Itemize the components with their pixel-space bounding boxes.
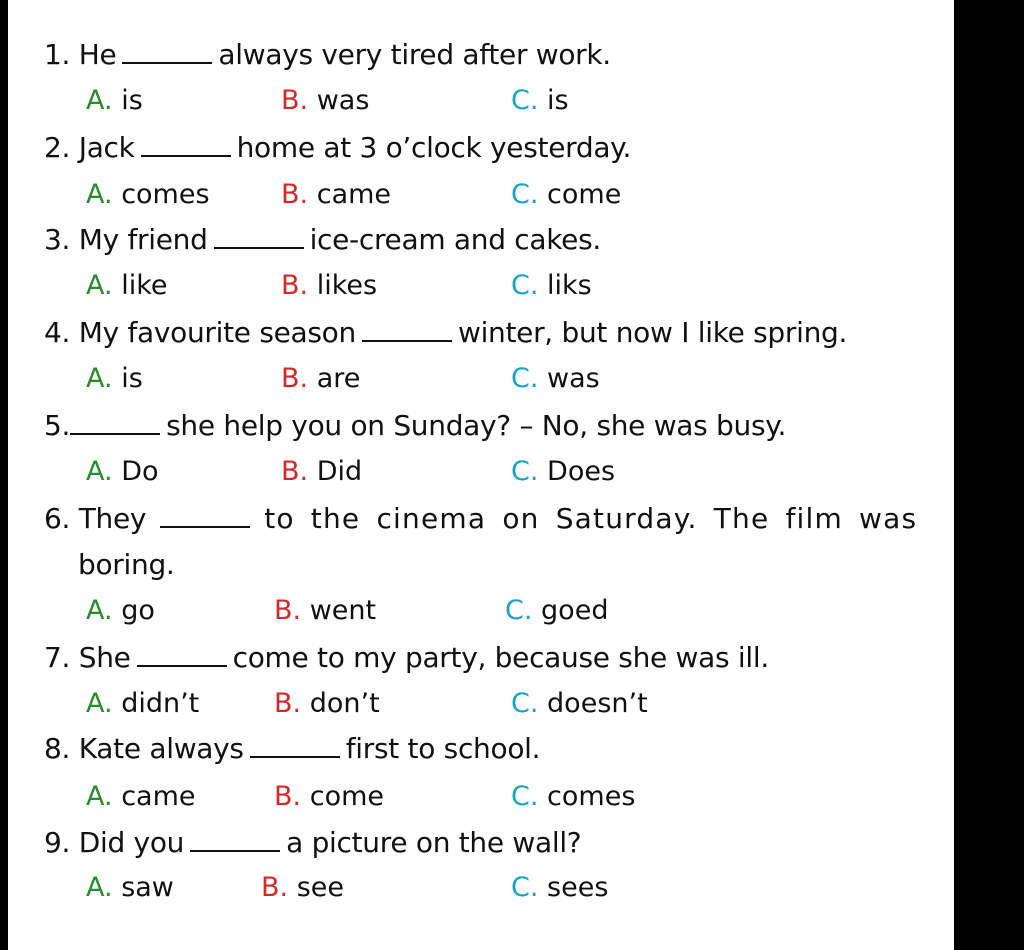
option-letter: A — [86, 872, 104, 903]
option-text: doesn’t — [547, 688, 648, 719]
option-text: saw — [121, 872, 174, 903]
answer-blank[interactable] — [214, 225, 304, 249]
option-a[interactable]: A. is — [86, 85, 143, 116]
option-letter: C — [511, 781, 530, 812]
question-text-after: first to school. — [345, 732, 541, 765]
option-c[interactable]: C. is — [511, 85, 569, 116]
option-c[interactable]: C. come — [511, 179, 622, 210]
option-a[interactable]: A. go — [86, 595, 155, 626]
option-text: go — [121, 595, 155, 626]
option-text: is — [121, 85, 143, 116]
question-text-before: My friend — [78, 223, 208, 256]
option-letter: A — [86, 688, 104, 719]
option-text: is — [547, 85, 569, 116]
question-text-after: ice-cream and cakes. — [309, 223, 601, 256]
answer-blank[interactable] — [362, 318, 452, 342]
question-text-before: She — [78, 641, 131, 674]
question-text-before: Jack — [78, 131, 135, 164]
question-text-before: My favourite season — [78, 316, 356, 349]
question-number: 2. — [44, 131, 71, 164]
answer-blank[interactable] — [141, 133, 231, 157]
question-2 — [44, 131, 631, 165]
option-text: went — [309, 595, 377, 626]
option-c[interactable]: C. liks — [511, 270, 592, 301]
option-letter: B — [281, 363, 300, 394]
option-text: came — [121, 781, 196, 812]
option-letter: B — [274, 688, 293, 719]
option-text: liks — [547, 270, 592, 301]
option-c[interactable]: C. sees — [511, 872, 609, 903]
option-text: see — [296, 872, 345, 903]
option-text: comes — [121, 179, 210, 210]
question-text-before: He — [78, 38, 117, 71]
option-letter: A — [86, 595, 104, 626]
question-1 — [44, 38, 611, 72]
option-text: come — [309, 781, 384, 812]
answer-blank[interactable] — [137, 643, 227, 667]
option-b[interactable]: B. went — [274, 595, 377, 626]
question-number: 6. — [44, 502, 71, 535]
option-letter: B — [274, 595, 293, 626]
worksheet-page — [8, 0, 954, 950]
option-text: come — [547, 179, 622, 210]
question-text-after: to the cinema on Saturday. The film was — [264, 502, 918, 535]
option-text: is — [121, 363, 143, 394]
option-letter: B — [281, 456, 300, 487]
question-text-after: winter, but now I like spring. — [457, 316, 848, 349]
option-text: was — [547, 363, 600, 394]
option-a[interactable]: A. like — [86, 270, 168, 301]
question-6 — [44, 502, 917, 536]
question-3 — [44, 223, 601, 257]
option-text: Does — [547, 456, 616, 487]
question-number: 1. — [44, 38, 71, 71]
option-letter: A — [86, 363, 104, 394]
option-text: are — [316, 363, 361, 394]
option-letter: B — [281, 270, 300, 301]
option-text: sees — [547, 872, 609, 903]
option-a[interactable]: A. didn’t — [86, 688, 200, 719]
option-letter: A — [86, 270, 104, 301]
option-c[interactable]: C. was — [511, 363, 600, 394]
question-7 — [44, 641, 769, 675]
option-text: comes — [547, 781, 636, 812]
option-text: didn’t — [121, 688, 200, 719]
option-b[interactable]: B. was — [281, 85, 370, 116]
option-letter: C — [511, 688, 530, 719]
question-text-after: home at 3 o’clock yesterday. — [236, 131, 632, 164]
question-text-continued: boring. — [78, 548, 175, 581]
option-a[interactable]: A. Do — [86, 456, 159, 487]
option-b[interactable]: B. came — [281, 179, 392, 210]
answer-blank[interactable] — [160, 504, 250, 528]
option-letter: C — [511, 179, 530, 210]
option-c[interactable]: C. Does — [511, 456, 616, 487]
question-number: 9. — [44, 826, 71, 859]
answer-blank[interactable] — [122, 40, 212, 64]
option-letter: C — [511, 85, 530, 116]
option-letter: A — [86, 456, 104, 487]
option-a[interactable]: A. comes — [86, 179, 210, 210]
option-letter: A — [86, 85, 104, 116]
option-a[interactable]: A. saw — [86, 872, 174, 903]
option-b[interactable]: B. Did — [281, 456, 363, 487]
question-text-after: she help you on Sunday? – No, she was busy. — [166, 409, 787, 442]
question-8 — [44, 732, 540, 766]
option-letter: C — [511, 363, 530, 394]
option-letter: C — [505, 595, 524, 626]
option-b[interactable]: B. come — [274, 781, 384, 812]
option-letter: A — [86, 179, 104, 210]
option-a[interactable]: A. is — [86, 363, 143, 394]
question-text-after: come to my party, because she was ill. — [232, 641, 769, 674]
option-letter: B — [281, 179, 300, 210]
question-number: 4. — [44, 316, 71, 349]
option-letter: C — [511, 270, 530, 301]
question-text-after: always very tired after work. — [218, 38, 611, 71]
question-text-before: Did you — [78, 826, 185, 859]
option-text: was — [316, 85, 370, 116]
option-letter: B — [281, 85, 300, 116]
question-9 — [44, 826, 581, 860]
option-text: goed — [541, 595, 609, 626]
question-text-after: a picture on the wall? — [286, 826, 582, 859]
right-black-margin — [954, 0, 1024, 950]
option-c[interactable]: C. comes — [511, 781, 636, 812]
option-letter: C — [511, 872, 530, 903]
answer-blank[interactable] — [70, 411, 160, 435]
question-5 — [44, 409, 786, 443]
option-a[interactable]: A. came — [86, 781, 196, 812]
option-text: came — [316, 179, 392, 210]
question-number: 5. — [44, 409, 71, 442]
question-number: 3. — [44, 223, 71, 256]
option-text: don’t — [309, 688, 380, 719]
question-number: 7. — [44, 641, 71, 674]
question-number: 8. — [44, 732, 71, 765]
option-letter: A — [86, 781, 104, 812]
option-b[interactable]: B. don’t — [274, 688, 380, 719]
option-letter: B — [274, 781, 293, 812]
option-text: like — [121, 270, 168, 301]
option-text: likes — [316, 270, 378, 301]
question-text-before: They — [78, 502, 147, 535]
option-b[interactable]: B. likes — [281, 270, 378, 301]
answer-blank[interactable] — [250, 734, 340, 758]
option-b[interactable]: B. see — [261, 872, 345, 903]
question-text-before: Kate always — [78, 732, 244, 765]
question-6-continuation — [78, 548, 175, 582]
option-c[interactable]: C. doesn’t — [511, 688, 648, 719]
option-letter: B — [261, 872, 280, 903]
question-4 — [44, 316, 847, 350]
option-b[interactable]: B. are — [281, 363, 361, 394]
answer-blank[interactable] — [190, 828, 280, 852]
option-text: Do — [121, 456, 159, 487]
option-letter: C — [511, 456, 530, 487]
option-c[interactable]: C. goed — [505, 595, 609, 626]
option-text: Did — [316, 456, 363, 487]
